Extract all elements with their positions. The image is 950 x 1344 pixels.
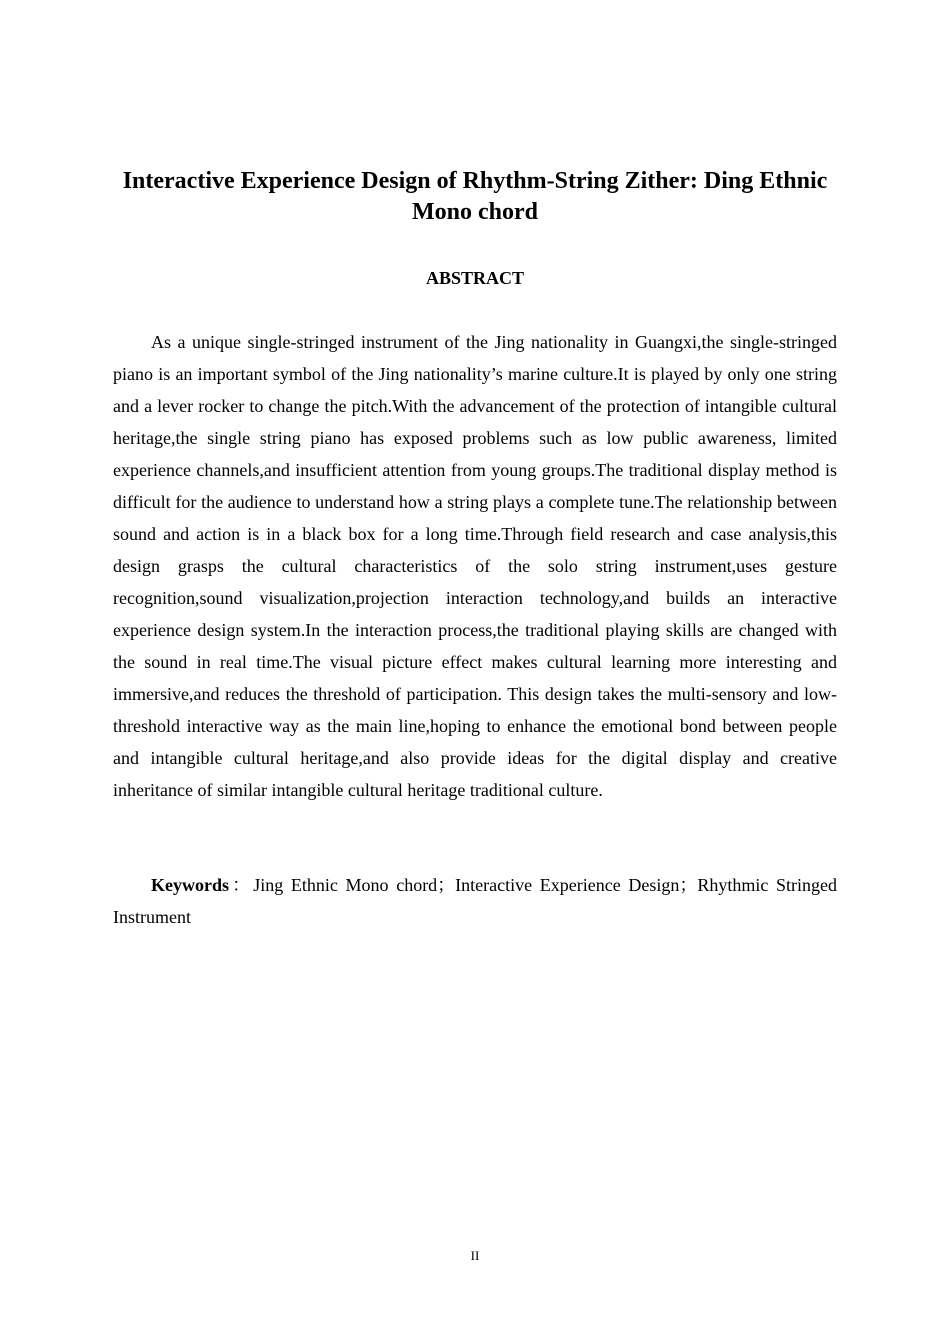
keywords-label: Keywords	[151, 875, 229, 895]
abstract-heading: ABSTRACT	[425, 268, 525, 288]
page-number: II	[470, 1248, 480, 1263]
abstract-body: As a unique single-stringed instrument of the Jing nationality in Guangxi,the single-stringed piano is an important symbol of the Jing nationality’s marine culture.It is played by only one string and a lever rocker to change the pitch.With the advancement of the protection of intangible cultural heritage,the single string piano has exposed problems such as low public awareness, limited experience channels,and insufficient attention from young groups.The traditional display method is difficult for the audience to understand how a string plays a complete tune.The relationship between sound and action is in a black box for a long time.Through field research and case analysis,this design grasps the cultural characteristics of the solo string instrument,uses gesture recognition,sound visualization,projection interaction technology,and builds an interactive experience design system.In the interaction process,the traditional playing skills are changed with the sound in real time.The visual picture effect makes cultural learning more interesting and immersive,and reduces the threshold of participation. This design takes the multi-sensory and low-threshold interactive way as the main line,hoping to enhance the emotional bond between people and intangible cultural heritage,and also provide ideas for the digital display and creative inheritance of similar intangible cultural heritage traditional culture.	[113, 332, 837, 800]
keywords-line	[113, 869, 837, 933]
keywords-separator: ：	[229, 875, 254, 895]
paper-title: Interactive Experience Design of Rhythm-String Zither: Ding Ethnic Mono chord	[122, 168, 828, 225]
keywords-text: Jing Ethnic Mono chord；Interactive Experience Design；Rhythmic Stringed Instrument	[113, 875, 837, 927]
